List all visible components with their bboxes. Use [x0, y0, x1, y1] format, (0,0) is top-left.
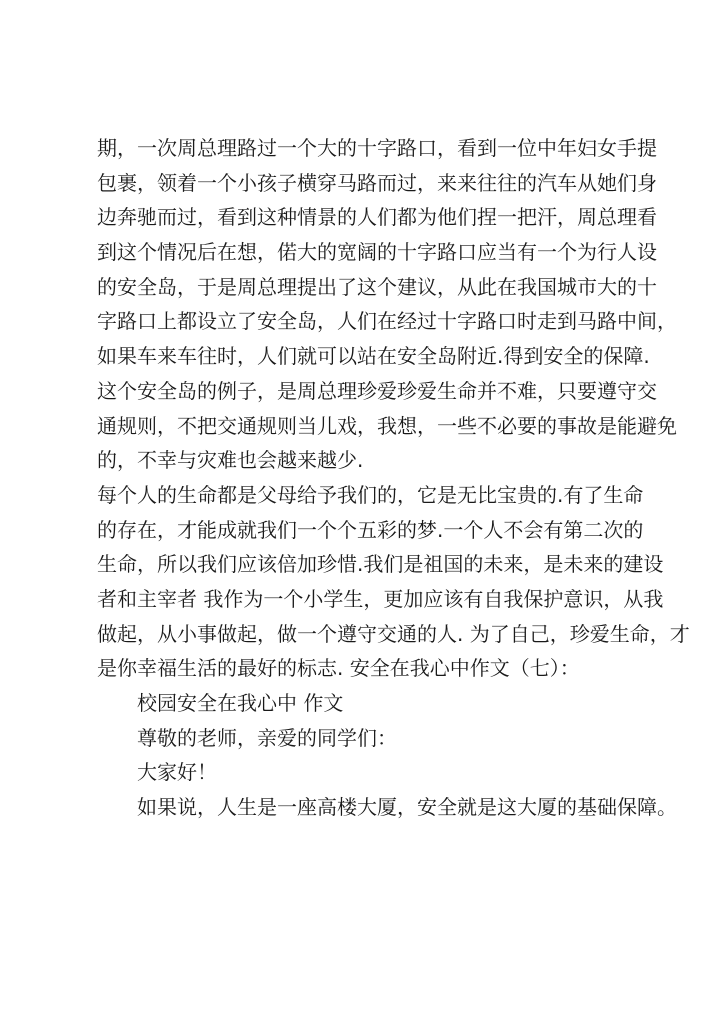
essay-title: 校园安全在我心中 作文 [137, 691, 344, 715]
text-line: 做起，从小事做起，做一个遵守交通的人. 为了自己，珍爱生命，才 [97, 621, 690, 646]
text-line: 者和主宰者 我作为一个小学生，更加应该有自我保护意识，从我 [97, 586, 664, 611]
text-line: 边奔驰而过，看到这种情景的人们都为他们捏一把汗，周总理看 [97, 205, 657, 230]
text-line: 是你幸福生活的最好的标志. 安全在我心中作文（七）： [97, 656, 580, 681]
text-line: 的安全岛，于是周总理提出了这个建议，从此在我国城市大的十 [97, 274, 657, 299]
text-line: 包裹，领着一个小孩子横穿马路而过，来来往往的汽车从她们身 [97, 170, 657, 195]
salutation: 尊敬的老师，亲爱的同学们： [137, 725, 397, 750]
document-body [97, 131, 690, 825]
text-line: 如果说，人生是一座高楼大厦，安全就是这大厦的基础保障。 [137, 795, 677, 820]
greeting: 大家好！ [137, 760, 217, 785]
text-line: 期，一次周总理路过一个大的十字路口，看到一位中年妇女手提 [97, 136, 657, 160]
text-line: 到这个情况后在想，偌大的宽阔的十字路口应当有一个为行人设 [97, 240, 657, 265]
text-line: 的存在，才能成就我们一个个五彩的梦.一个人不会有第二次的 [97, 517, 644, 542]
text-line: 这个安全岛的例子，是周总理珍爱珍爱生命并不难，只要遵守交 [97, 378, 657, 403]
text-line: 如果车来车往时，人们就可以站在安全岛附近.得到安全的保障. [97, 344, 650, 369]
text-line: 的，不幸与灾难也会越来越少. [97, 448, 364, 473]
text-line: 字路口上都设立了安全岛，人们在经过十字路口时走到马路中间， [97, 309, 677, 334]
text-line: 生命，所以我们应该倍加珍惜.我们是祖国的未来，是未来的建设 [97, 552, 664, 577]
text-line: 通规则，不把交通规则当儿戏，我想，一些不必要的事故是能避免 [97, 413, 677, 438]
text-line: 每个人的生命都是父母给予我们的，它是无比宝贵的.有了生命 [97, 482, 644, 507]
